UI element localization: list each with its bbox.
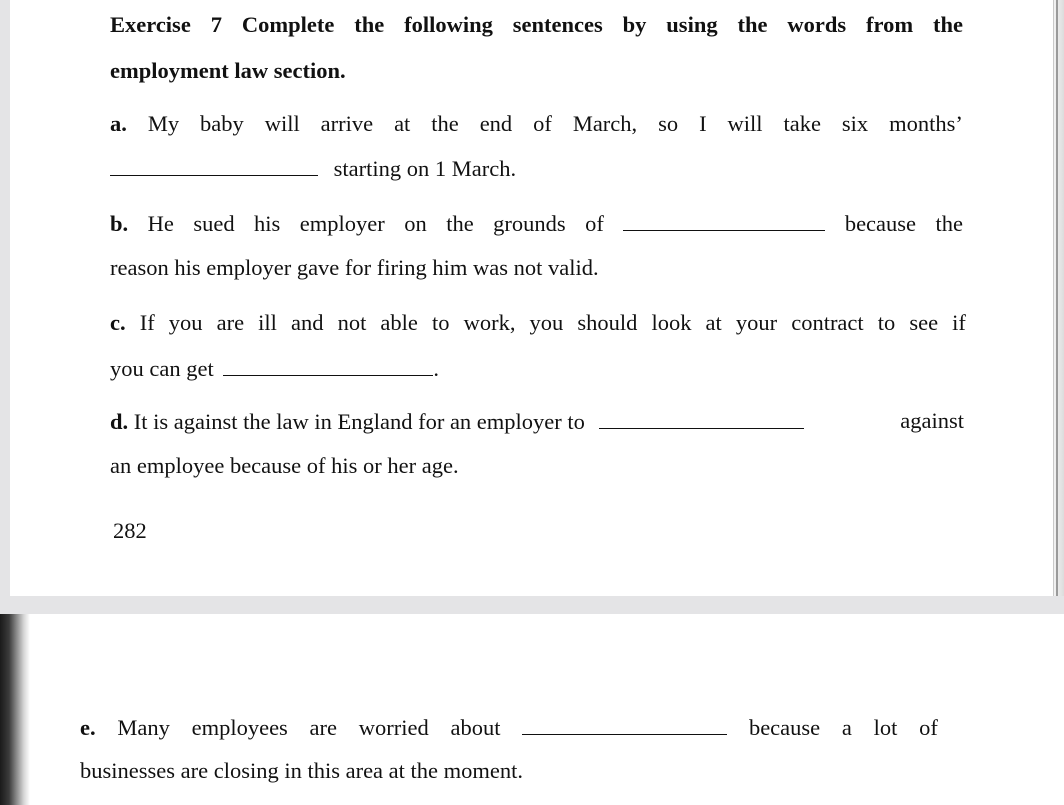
item-a-word: at (394, 111, 411, 136)
item-e-letter: e. (80, 715, 96, 740)
item-a-word: six (841, 111, 869, 136)
item-a-word: so (658, 111, 679, 136)
title-word: using (666, 12, 718, 37)
title-word: following (404, 12, 493, 37)
item-a-word: will (727, 111, 763, 136)
page-number: 282 (113, 518, 147, 543)
title-word: 7 (210, 12, 222, 37)
title-word: sentences (512, 12, 603, 37)
item-b-word: of (585, 211, 604, 236)
item-e-word: about (450, 715, 501, 740)
item-c-word: you (168, 310, 203, 335)
item-c-period: . (433, 356, 439, 381)
item-b-word: grounds (493, 211, 566, 236)
item-a-word: arrive (320, 111, 374, 136)
item-a-word: the (431, 111, 459, 136)
item-a-word: I (699, 111, 707, 136)
item-c-line-2 (110, 355, 439, 382)
item-e-word: lot (873, 715, 898, 740)
item-e-line-1 (80, 714, 938, 741)
item-a-letter: a. (110, 111, 127, 136)
item-e-line-2: businesses are closing in this area at the moment. (80, 758, 524, 783)
item-c-word: should (577, 310, 638, 335)
item-a-word: months’ (889, 111, 963, 136)
item-d-letter: d. (110, 409, 129, 434)
item-c-word: see (909, 310, 939, 335)
item-e-word: are (309, 715, 338, 740)
item-a-word: end (479, 111, 513, 136)
upper-page (10, 0, 1054, 596)
item-c-word: not (337, 310, 367, 335)
item-c-word: to (877, 310, 896, 335)
item-a-word: My (147, 111, 180, 136)
item-c-word: work, (463, 310, 516, 335)
item-b-word: He (147, 211, 174, 236)
title-word: the (737, 12, 768, 37)
answer-blank-c[interactable] (223, 355, 433, 376)
item-c-line-1 (110, 310, 966, 336)
item-b-word: employer (299, 211, 385, 236)
title-word: from (866, 12, 914, 37)
item-b-line-1 (110, 210, 963, 237)
title-word: the (933, 12, 963, 37)
title-word: the (354, 12, 385, 37)
item-c-word: ill (258, 310, 277, 335)
title-word: words (787, 12, 847, 37)
item-a-word: March, (572, 111, 638, 136)
item-e-word: employees (191, 715, 288, 740)
item-a-word: take (783, 111, 821, 136)
item-e-word: worried (358, 715, 429, 740)
page-edge (1053, 0, 1064, 596)
book-spine-shadow (0, 614, 30, 805)
title-word: Exercise (110, 12, 191, 37)
page-edge-line (1056, 0, 1058, 596)
item-e-word: a (841, 715, 852, 740)
item-b-word: the (446, 211, 474, 236)
item-e-word: Many (117, 715, 170, 740)
item-b-word: sued (193, 211, 235, 236)
item-c-word: If (139, 310, 155, 335)
item-d-line-1 (110, 408, 964, 435)
item-c-word: at (705, 310, 722, 335)
item-c-letter: c. (110, 310, 126, 335)
exercise-title-line-2: employment law section. (110, 58, 346, 83)
item-d-text-after: against (900, 408, 964, 433)
item-c-word: able (380, 310, 418, 335)
item-a-word: baby (200, 111, 244, 136)
item-c-word: to (431, 310, 450, 335)
item-c-word: and (291, 310, 324, 335)
item-c-text-2: you can get (110, 356, 214, 381)
item-c-word: contract (791, 310, 864, 335)
answer-blank-e[interactable] (522, 714, 727, 735)
item-a-text-2: starting on 1 March. (333, 156, 517, 181)
item-c-word: your (735, 310, 778, 335)
item-c-word: you (529, 310, 564, 335)
item-d-line-2: an employee because of his or her age. (110, 453, 459, 478)
answer-blank-b[interactable] (623, 210, 825, 231)
item-b-letter: b. (110, 211, 129, 236)
title-word: by (622, 12, 647, 37)
item-b-word: his (254, 211, 281, 236)
item-a-word: of (533, 111, 552, 136)
item-d-text-1: It is against the law in England for an employer to (133, 409, 585, 434)
item-b-word: the (935, 211, 963, 236)
item-a-line-1 (110, 111, 963, 137)
item-b-line-2: reason his employer gave for firing him was not valid. (110, 255, 599, 280)
answer-blank-d[interactable] (599, 408, 804, 429)
exercise-title-line-1 (110, 12, 963, 38)
item-c-word: if (952, 310, 966, 335)
answer-blank-a[interactable] (110, 155, 318, 176)
item-b-word: on (404, 211, 427, 236)
title-word: Complete (241, 12, 335, 37)
item-b-word: because (844, 211, 917, 236)
item-a-line-2 (110, 155, 516, 182)
item-a-word: will (264, 111, 300, 136)
item-c-word: look (651, 310, 692, 335)
item-c-word: are (216, 310, 245, 335)
item-e-word: of (919, 715, 938, 740)
item-e-word: because (748, 715, 821, 740)
